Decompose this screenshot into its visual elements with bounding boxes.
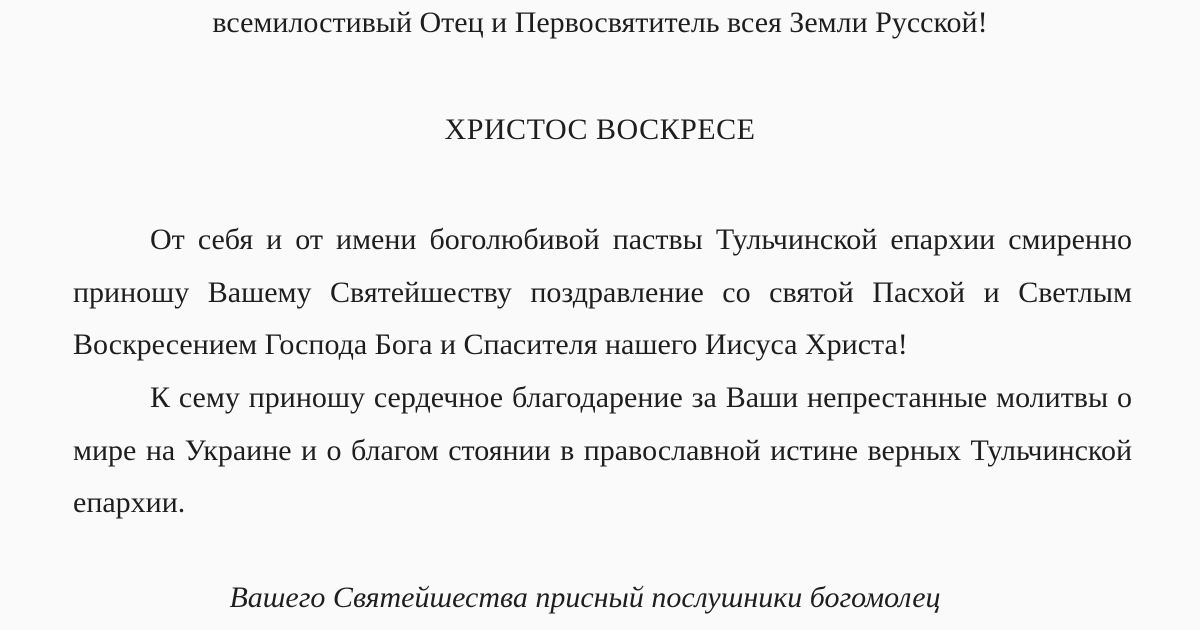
address-line: всемилостивый Отец и Первосвятитель всея Земли Русской! [212, 6, 988, 39]
body-paragraph-congratulation: От себя и от имени боголюбивой паствы Тульчинской епархии смиренно приношу Вашему Святейшеству поздравление со святой Пасхой и Светлым Воскресением Господа Бога и Спасителя нашего Иисуса Христа! [73, 223, 1132, 361]
body-paragraph-gratitude: К сему приношу сердечное благодарение за Ваши непрестанные молитвы о мире на Украине и о благом стоянии в православной истине верных Тульчинской епархии. [73, 381, 1132, 519]
closing-line: Вашего Святейшества присный послушники богомолец [229, 581, 941, 614]
paschal-greeting: ХРИСТОС ВОСКРЕСЕ [444, 113, 756, 146]
